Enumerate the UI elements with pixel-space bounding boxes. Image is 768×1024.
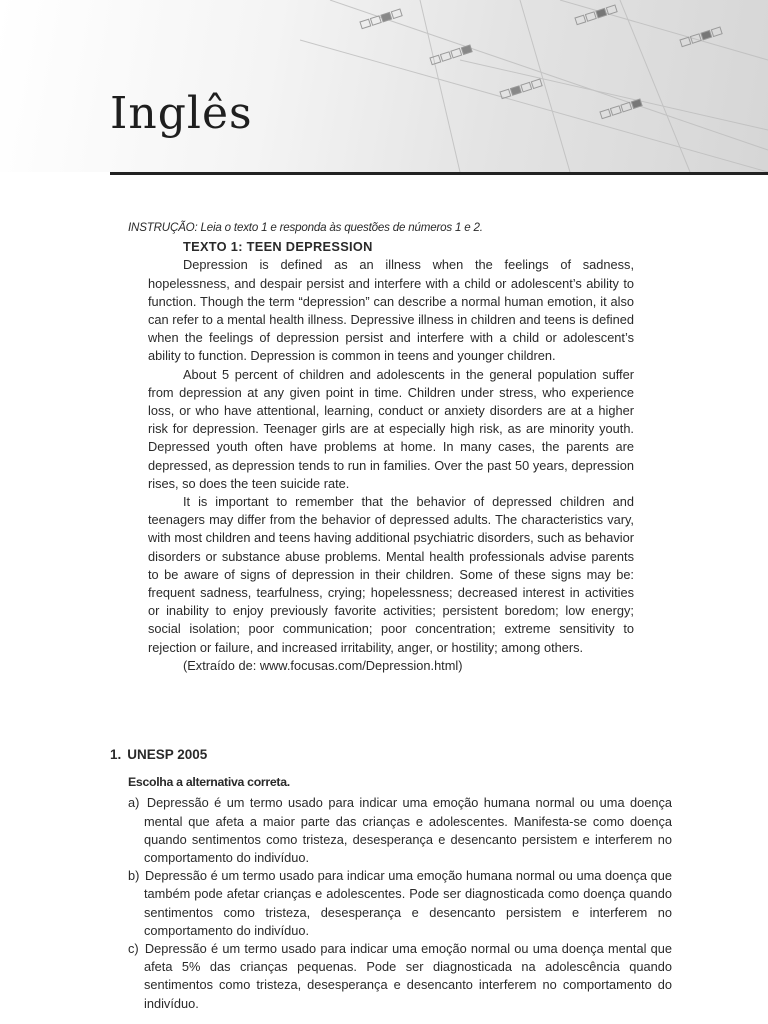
header-banner	[0, 0, 768, 172]
question-number: 1.	[110, 747, 122, 762]
reading-passage	[128, 219, 634, 675]
header-divider	[110, 172, 768, 175]
answer-option-b[interactable]	[128, 867, 672, 940]
question-header	[110, 746, 672, 764]
option-text: Depressão é um termo usado para indicar uma emoção normal ou uma doença mental que afeta 5% das crianças pequenas. Pode ser diagnosticada na adolescência quando sentimentos como tristeza, desesperança e desencanto interferem no comportamento do indivíduo.	[144, 941, 672, 1011]
instruction-text: INSTRUÇÃO: Leia o texto 1 e responda às questões de números 1 e 2.	[128, 221, 483, 234]
option-letter: a)	[128, 795, 140, 811]
passage-title: TEXTO 1: TEEN DEPRESSION	[183, 239, 373, 255]
question-prompt: Escolha a alternativa correta.	[128, 775, 290, 790]
answer-option-c[interactable]	[128, 940, 672, 1013]
option-text: Depressão é um termo usado para indicar uma emoção humana normal ou uma doença que também pode afetar crianças e adolescentes. Pode ser diagnosticada como doença quando sentimentos como tristeza, desesperança e desencanto persistem e interferem no comportamento do indivíduo.	[144, 868, 673, 938]
option-text: Depressão é um termo usado para indicar uma emoção humana normal ou uma doença mental que afeta a maior parte das crianças e adolescentes. Manifesta-se como doença quando sentimentos como tristeza, desesperança e desencanto persistem e interferem no comportamento do indivíduo.	[144, 795, 672, 866]
question-origin: UNESP 2005	[127, 747, 208, 762]
passage-paragraph: It is important to remember that the behavior of depressed children and teenagers may differ from the behavior of depressed adults. The characteristics vary, with most children and teens having additional psychiatric disorders, such as behavior disorders or substance abuse problems. Mental health professionals advise parents to be aware of signs of depression in their children. Some of these signs may be: frequent sadness, tearfulness, crying; hopelessness; decreased interest in activities or inability to enjoy previously favorite activities; persistent boredom; low energy; social isolation; poor communication; poor concentration; extreme sensitivity to rejection or failure, and increased irritability, anger, or hostility; among others.	[148, 494, 634, 655]
option-letter: c)	[128, 941, 139, 957]
passage-source: (Extraído de: www.focusas.com/Depression.html)	[183, 657, 463, 673]
passage-paragraph: Depression is defined as an illness when the feelings of sadness, hopelessness, and despair persist and interfere with a child or adolescent’s ability to function. Though the term “depression” can describe a normal human emotion, it also can refer to a mental health illness. Depressive illness in children and teens is defined when the feelings of depression persist and interfere with a child or adolescent’s ability to function. Depression is common in teens and younger children.	[148, 257, 634, 364]
answer-sheet-illustration	[0, 0, 768, 172]
passage-paragraph: About 5 percent of children and adolescents in the general population suffer from depression at any given point in time. Children under stress, who experience loss, or who have attentional, learning, conduct or anxiety disorders are at a higher risk for depression. Teenager girls are at especially high risk, as are minority youth. Depressed youth often have problems at home. In many cases, the parents are depressed, as depression tends to run in families. Over the past 50 years, depression rises, so does the teen suicide rate.	[148, 366, 634, 491]
section-title: Inglês	[110, 88, 253, 139]
answer-option-a[interactable]	[128, 794, 672, 867]
question-1	[110, 746, 672, 1013]
option-letter: b)	[128, 868, 140, 884]
